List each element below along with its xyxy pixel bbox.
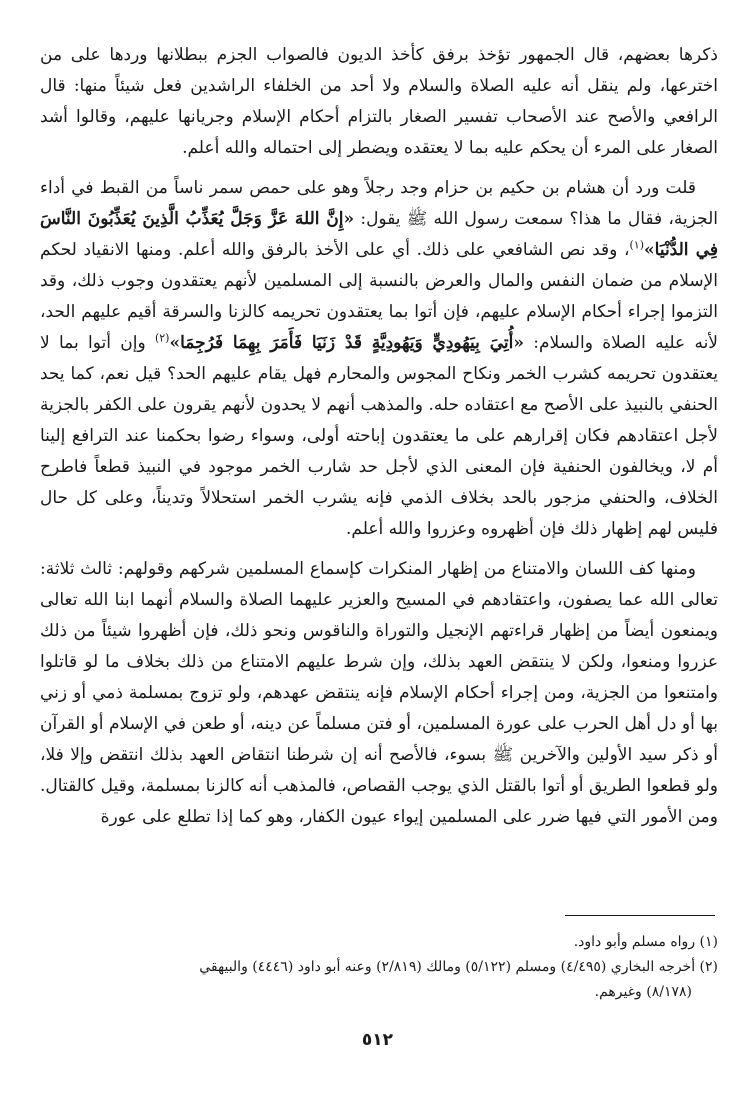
footnote-2: (٢) أخرجه البخاري (٤/٤٩٥) ومسلم (٥/١٢٢) ومالك (٢/٨١٩) وعنه أبو داود (٤٤٤٦) والبيهقي <box>199 959 718 975</box>
footnotes <box>40 930 718 1005</box>
paragraph-2-part-2: ، وقد نص الشافعي على ذلك. أي على الأخذ بالرفق والله أعلم. ومنها الانقياد لحكم الإسلام من ضمان النفس والمال والعرض بالنسبة إلى المسلمين لأنهم يعتقدون وجوب ذلك، وقد التزموا إجراء أحكام الإسلام عليهم، فإن أتوا بما يعتقدون تحريمه كالزنا والسرقة أقيم عليهم الحد، لأنه عليه الصلاة والسلام: <box>40 240 719 353</box>
footnote-separator <box>565 915 715 916</box>
hadith-quote-2: «أُتِيَ بِيَهُودِيٍّ وَيَهُودِيَّةٍ قَدْ زَنَيَا فَأَمَرَ بِهِمَا فَرُجِمَا» <box>169 333 524 353</box>
footnote-ref-2: (٢) <box>154 331 170 345</box>
hadith-quote-1: «إِنَّ اللهَ عَزَّ وَجَلَّ يُعَذِّبُ الَّذِينَ يُعَذِّبُونَ النَّاسَ فِي الدُّنْيَا» <box>40 209 718 260</box>
paragraph-2 <box>40 173 718 545</box>
footnote-1: (١) رواه مسلم وأبو داود. <box>573 934 718 950</box>
page-number: ٥١٢ <box>361 1030 394 1050</box>
main-text <box>40 40 718 842</box>
paragraph-2-part-3: وإن أتوا بما لا يعتقدون تحريمه كشرب الخمر ونكاح المجوس والمحارم فهل يقام عليهم الحد؟ قيل نعم، كما يحد الحنفي بالنبيذ على الأصح مع اعتقاده حله. والمذهب أنهم لا يحدون لأنهم يقرون على الكفر بالجزية لأجل اعتقادهم فكان إقرارهم على ما يعتقدون إباحته أولى، وسواء رضوا بحكمنا عند الترافع إلينا أم لا، ويخالفون الحنفية فإن المعنى الذي لأجل حد شارب الخمر موجود في النبيذ قطعاً فاطرح الخلاف، والحنفي مزجور بالحد بخلاف الذمي فإنه يشرب الخمر استحلالاً وتديناً، وعلى كل حال فليس لهم إظهار ذلك فإن أظهروه وعزروا والله أعلم. <box>40 333 718 539</box>
paragraph-2-part-1: قلت ورد أن هشام بن حكيم بن حزام وجد رجلاً وهو على حمص سمر ناساً من القبط في أداء الجزية، فقال ما هذا؟ سمعت رسول الله ﷺ يقول: <box>40 178 718 229</box>
paragraph-1: ذكرها بعضهم، قال الجمهور تؤخذ برفق كأخذ الديون فالصواب الجزم ببطلانها وردها على من اخترعها، ولم ينقل أنه عليه الصلاة والسلام ولا أحد من الخلفاء الراشدين فعل شيئاً منها: قال الرافعي والأصح عند الأصحاب تفسير الصغار بالتزام أحكام الإسلام وجريانها عليهم، وقالوا أشد الصغار على المرء أن يحكم عليه بما لا يعتقده ويضطر إلى احتماله والله أعلم. <box>40 45 718 158</box>
paragraph-3: ومنها كف اللسان والامتناع من إظهار المنكرات كإسماع المسلمين شركهم وقولهم: ثالث ثلاثة: تعالى الله عما يصفون، واعتقادهم في المسيح والعزير عليهما الصلاة والسلام أنهما ابنا الله تعالى ويمنعون أيضاً من إظهار قراءتهم الإنجيل والتوراة والناقوس ونحو ذلك، فإن أظهروا شيئاً من ذلك عزروا ومنعوا، ولكن لا ينتقض العهد بذلك، وإن شرط عليهم الامتناع من ذلك بخلاف ما لو قاتلوا وامتنعوا من الجزية، ومن إجراء أحكام الإسلام فإنه ينتقض عهدهم، ولو تزوج بمسلمة ذمي أو زني بها أو دل أهل الحرب على عورة المسلمين، أو فتن مسلماً عن دينه، أو طعن في الإسلام أو القرآن أو ذكر سيد الأولين والآخرين ﷺ بسوء، فالأصح أنه إن شرطنا انتقاض العهد بذلك انتقض وإلا فلا، ولو قطعوا الطريق أو أتوا بالقتل الذي يوجب القصاص، فالمذهب أنه كالزنا بمسلمة، وقيل كالقتال. ومن الأمور التي فيها ضرر على المسلمين إيواء عيون الكفار، وهو كما إذا تطلع على عورة <box>40 559 718 827</box>
footnote-2-continuation: (٨/١٧٨) وغيرهم. <box>594 984 692 1000</box>
footnote-ref-1: (١) <box>629 238 645 252</box>
